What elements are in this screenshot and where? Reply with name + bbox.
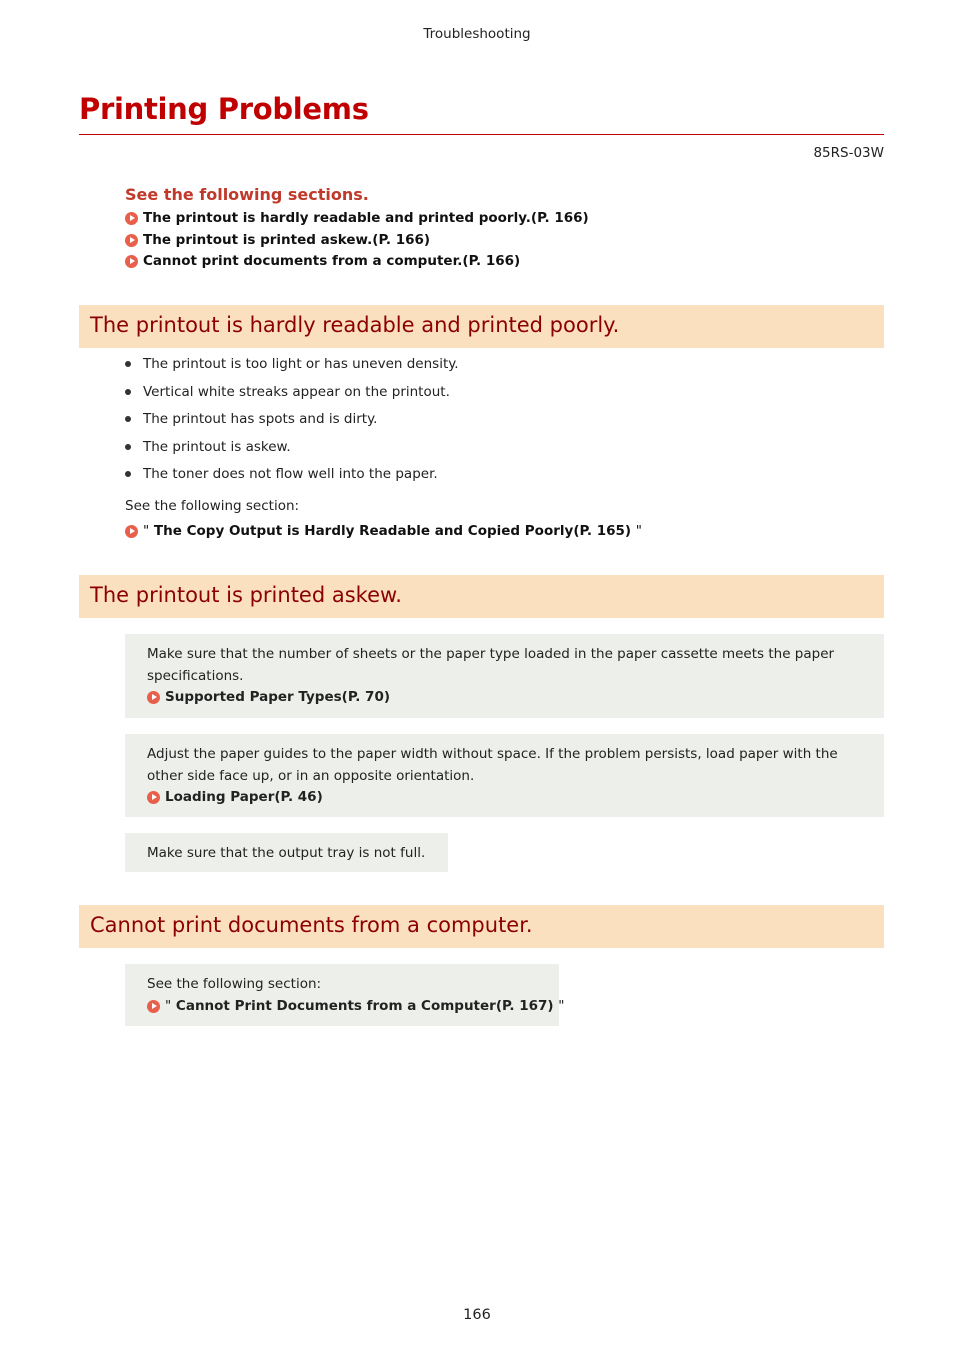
link-label: Loading Paper(P. 46)	[165, 789, 323, 805]
section-link-computer[interactable]	[125, 253, 520, 269]
loading-paper-link[interactable]	[147, 787, 862, 809]
see-following-label: See the following section:	[125, 498, 300, 514]
list-item	[125, 439, 291, 455]
note-text: Adjust the paper guides to the paper width without space. If the problem persists, load paper with the other side face up, or in an opposite orientation.	[147, 746, 838, 784]
section-title: The printout is hardly readable and printed poorly.	[90, 313, 620, 337]
link-label: Supported Paper Types(P. 70)	[165, 689, 391, 705]
list-item	[125, 384, 450, 400]
list-item	[125, 411, 377, 427]
arrow-circle-icon	[147, 791, 160, 804]
section-header-askew	[79, 575, 884, 618]
note-text: Make sure that the output tray is not full.	[147, 845, 426, 861]
note-paper-specifications	[125, 634, 884, 718]
section-link-label: The printout is hardly readable and printed poorly.(P. 166)	[143, 210, 589, 226]
section-link-label: The printout is printed askew.(P. 166)	[143, 232, 431, 248]
bullet-dot-icon	[125, 361, 131, 367]
document-code: 85RS-03W	[813, 145, 884, 161]
see-following-label: See the following section:	[147, 976, 322, 992]
arrow-circle-icon	[125, 212, 138, 225]
arrow-circle-icon	[147, 1000, 160, 1013]
page-number: 166	[463, 1307, 491, 1323]
title-divider	[79, 134, 884, 135]
list-item	[125, 466, 438, 482]
list-item	[125, 356, 459, 372]
section-link-label: Cannot print documents from a computer.(P. 166)	[143, 253, 521, 269]
bullet-dot-icon	[125, 444, 131, 450]
list-item-text: The toner does not flow well into the paper.	[143, 466, 438, 482]
list-item-text: Vertical white streaks appear on the printout.	[143, 384, 450, 400]
list-item-text: The printout is askew.	[143, 439, 291, 455]
bullet-dot-icon	[125, 471, 131, 477]
list-item-text: The printout is too light or has uneven density.	[143, 356, 459, 372]
copy-output-link-label: The Copy Output is Hardly Readable and Copied Poorly(P. 165)	[153, 523, 632, 539]
cannot-print-link[interactable]	[147, 996, 565, 1018]
arrow-circle-icon	[125, 255, 138, 268]
copy-output-link[interactable]	[125, 523, 642, 539]
link-label: Cannot Print Documents from a Computer(P. 167)	[175, 997, 554, 1014]
open-quote: "	[165, 997, 172, 1014]
open-quote: "	[143, 523, 150, 539]
section-title: The printout is printed askew.	[90, 583, 402, 607]
note-paper-guides	[125, 734, 884, 817]
section-link-askew[interactable]	[125, 232, 430, 248]
list-item-text: The printout has spots and is dirty.	[143, 411, 378, 427]
note-output-tray	[125, 833, 448, 872]
note-see-section	[125, 964, 565, 1026]
running-header: Troubleshooting	[423, 26, 531, 42]
section-title: Cannot print documents from a computer.	[90, 913, 533, 937]
arrow-circle-icon	[125, 234, 138, 247]
close-quote: "	[558, 997, 565, 1014]
section-header-readable	[79, 305, 884, 348]
section-header-computer	[79, 905, 884, 948]
arrow-circle-icon	[147, 691, 160, 704]
note-text: Make sure that the number of sheets or the paper type loaded in the paper cassette meets the paper specifications.	[147, 646, 835, 684]
arrow-circle-icon	[125, 525, 138, 538]
supported-paper-types-link[interactable]	[147, 687, 862, 709]
page-title: Printing Problems	[79, 92, 369, 126]
section-link-readable[interactable]	[125, 210, 589, 226]
bullet-dot-icon	[125, 389, 131, 395]
see-sections-heading: See the following sections.	[125, 185, 369, 204]
close-quote: "	[635, 523, 643, 539]
bullet-dot-icon	[125, 416, 131, 422]
